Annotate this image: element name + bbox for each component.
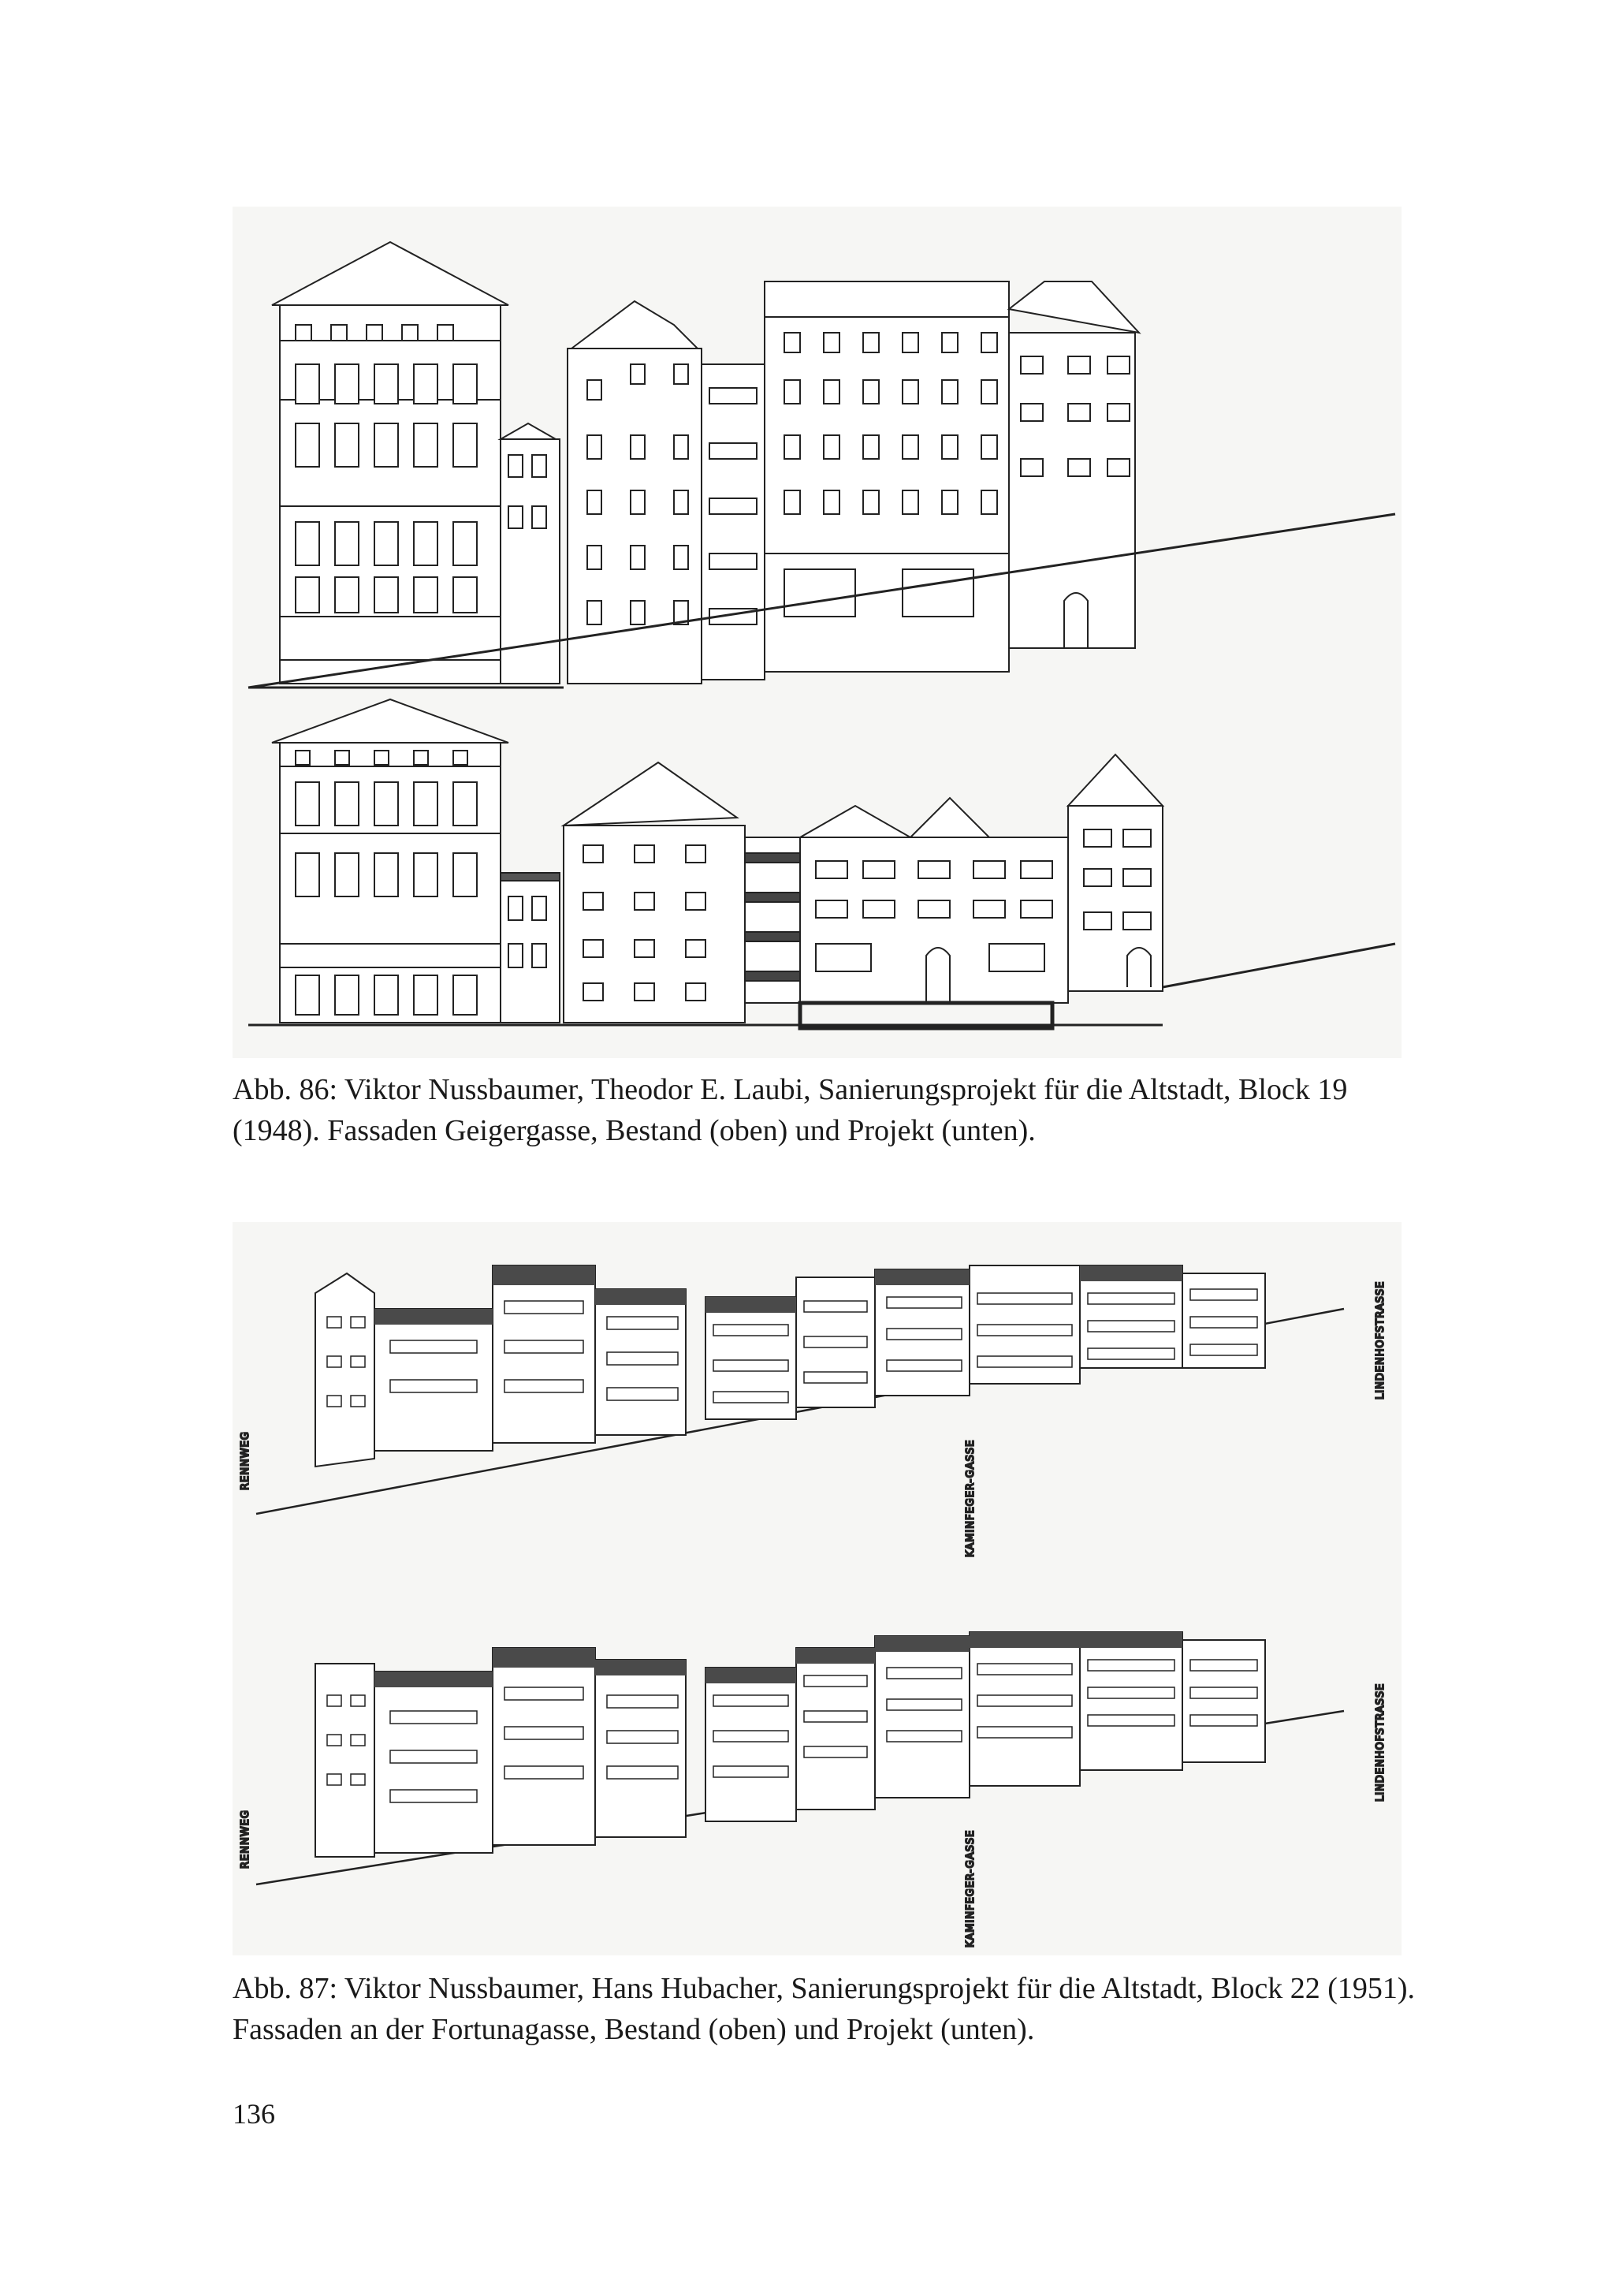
street-label-kaminfeger-bottom: KAMINFEGER-GASSE: [965, 1829, 977, 1948]
caption-line: Fassaden an der Fortunagasse, Bestand (oben) und Projekt (unten).: [233, 2013, 1035, 2046]
figure-87-elevation-drawing: [233, 1222, 1402, 1955]
elevation-project: [256, 1632, 1344, 1884]
page-number: 136: [233, 2098, 275, 2130]
caption-line: Abb. 87: Viktor Nussbaumer, Hans Hubacher, Sanierungsprojekt für die Altstadt, Block 22 (1951).: [233, 1972, 1415, 2005]
caption-line: Abb. 86: Viktor Nussbaumer, Theodor E. Laubi, Sanierungsprojekt für die Altstadt, Block 19: [233, 1073, 1348, 1106]
elevation-existing: [256, 1265, 1344, 1514]
figure-86-caption: [233, 1069, 1415, 1151]
figure-87-caption: [233, 1968, 1415, 2050]
street-label-kaminfeger-top: KAMINFEGER-GASSE: [965, 1439, 977, 1557]
elevation-existing: [248, 242, 1395, 688]
figure-86-elevation-drawing: [233, 207, 1402, 1058]
elevation-project: [248, 699, 1395, 1028]
street-label-rennweg-bottom: RENNWEG: [240, 1810, 251, 1869]
street-label-lindenhof-top: LINDENHOFSTRASSE: [1375, 1280, 1387, 1400]
caption-line: (1948). Fassaden Geigergasse, Bestand (oben) und Projekt (unten).: [233, 1114, 1036, 1147]
street-label-rennweg-top: RENNWEG: [240, 1431, 251, 1490]
street-label-lindenhof-bottom: LINDENHOFSTRASSE: [1375, 1683, 1387, 1802]
